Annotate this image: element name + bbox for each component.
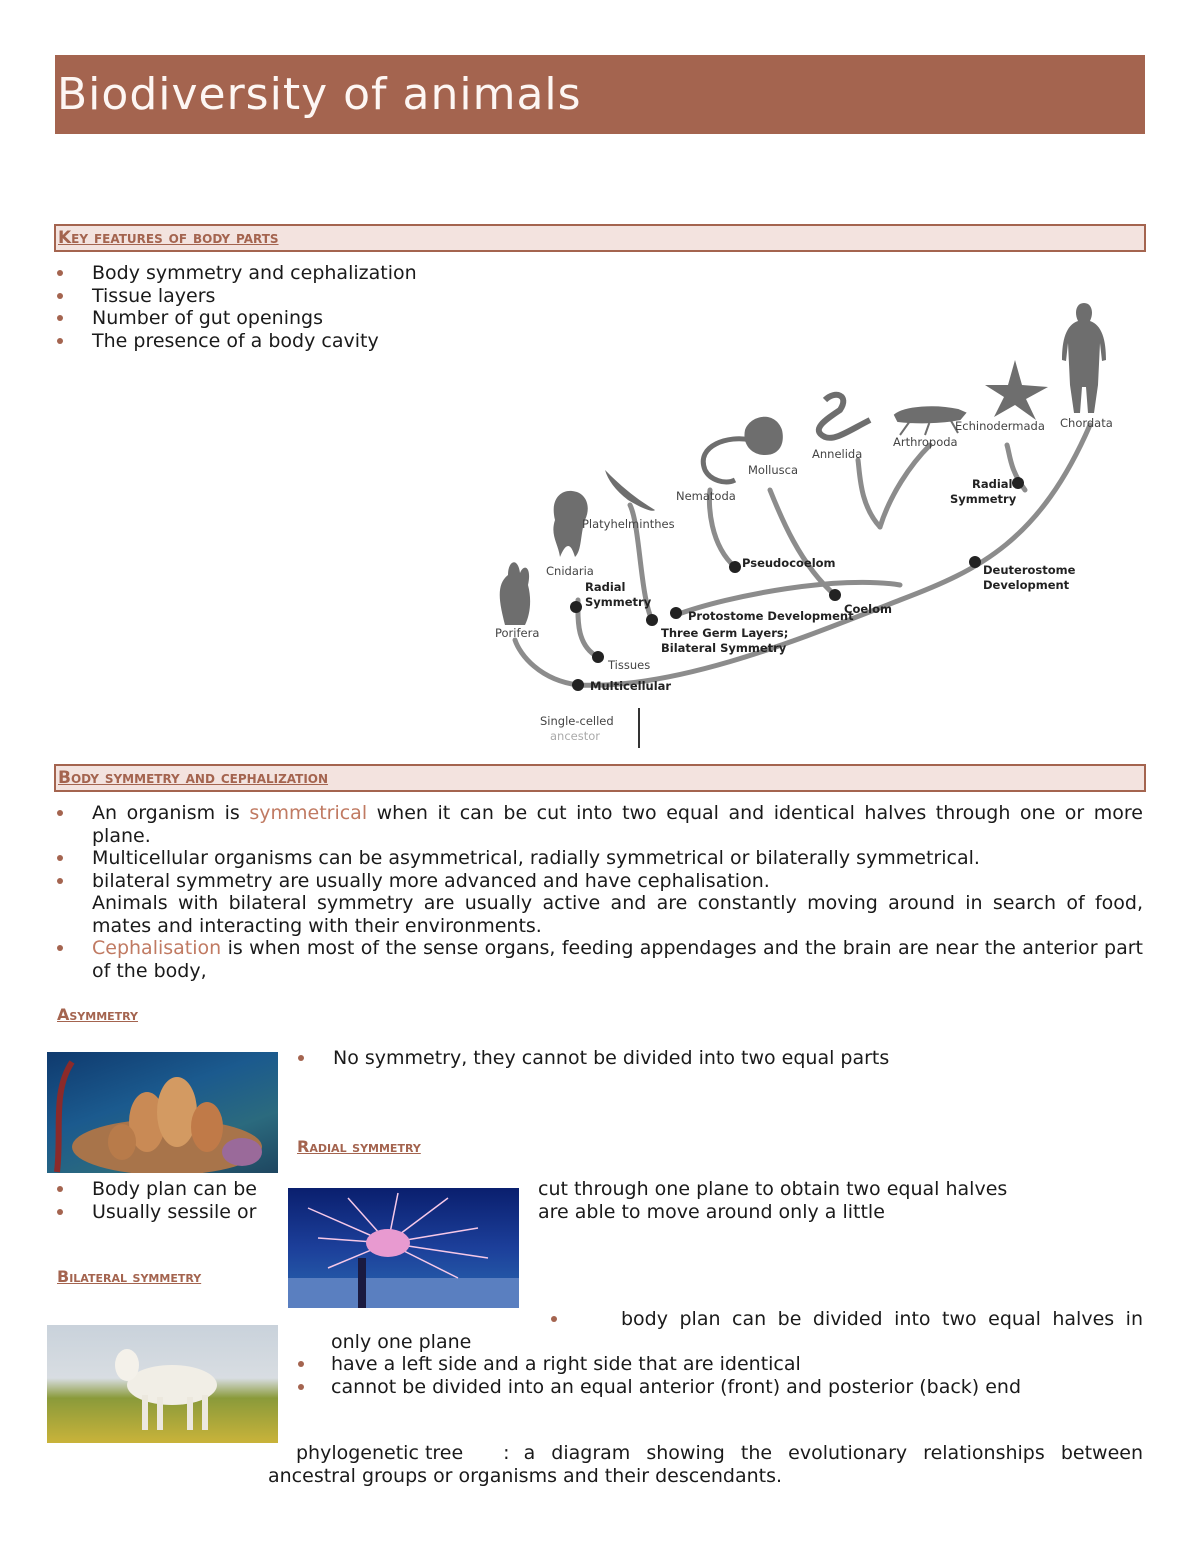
node-radial-2: Symmetry <box>585 595 652 609</box>
node-radial-echino-2: Symmetry <box>950 492 1017 506</box>
phylogenetic-definition: phylogenetic tree : a diagram showing the evolutionary relationships between ancestral groups or organisms and their descendants. <box>268 1442 1143 1487</box>
list-item: No symmetry, they cannot be divided into two equal parts <box>296 1047 1136 1070</box>
bilateral-bullet-2: have a left side and a right side that are identical <box>331 1353 1143 1376</box>
bullet-icon <box>298 1361 304 1367</box>
node-pseudocoelom: Pseudocoelom <box>742 556 836 570</box>
nematode-icon <box>703 439 750 482</box>
key-features-heading: Key features of body parts <box>54 224 1146 252</box>
list-item: The presence of a body cavity <box>55 330 555 353</box>
term-cephalisation: Cephalisation <box>92 937 222 959</box>
page-title: Biodiversity of animals <box>55 55 1145 134</box>
sponge-photo-art <box>47 1052 278 1173</box>
radial-list-left <box>55 1178 271 1223</box>
bullet-icon <box>551 1316 557 1322</box>
definition-term: phylogenetic tree <box>296 1442 464 1464</box>
list-item: bilateral symmetry are usually more advanced and have cephalisation. Animals with bilateral symmetry are usually active and are constantly moving around in search of food, mates and interacting with their environments. <box>55 870 1143 938</box>
bullet-icon <box>57 1209 63 1215</box>
node-three-germ-1: Three Germ Layers; <box>661 626 789 640</box>
human-icon <box>1062 303 1106 413</box>
anemone-photo-art <box>288 1188 519 1308</box>
bullet-icon <box>298 1384 304 1390</box>
bullet-icon <box>57 855 63 861</box>
term-symmetrical: symmetrical <box>249 802 368 824</box>
bullet-icon <box>57 315 63 321</box>
annelid-icon <box>819 395 870 438</box>
bullet-icon <box>57 878 63 884</box>
phylum-chordata: Chordata <box>1060 416 1113 430</box>
phylum-platyhelminthes: Platyhelminthes <box>582 517 675 531</box>
bullet-icon <box>57 945 63 951</box>
mollusc-icon <box>744 417 782 455</box>
bilateral-heading: Bilateral symmetry <box>57 1267 202 1286</box>
list-item: Body symmetry and cephalization <box>55 262 555 285</box>
phylogenetic-tree-diagram <box>480 295 1160 755</box>
list-item: Cephalisation is when most of the sense organs, feeding appendages and the brain are near the anterior part of the body, <box>55 937 1143 982</box>
bullet-icon <box>57 810 63 816</box>
node-single-celled: Single-celled <box>540 714 614 728</box>
node-multicellular: Multicellular <box>590 679 672 693</box>
list-item: Number of gut openings <box>55 307 555 330</box>
bilateral-bullet-1: body plan can be divided into two equal halves in <box>331 1308 1143 1331</box>
asymmetry-heading: Asymmetry <box>57 1005 139 1024</box>
bilateral-text: body plan can be divided into two equal halves in only one plane have a left side and a right side that are identical cannot be divided into an equal anterior (front) and posterior (back) end <box>331 1308 1143 1398</box>
asymmetry-list <box>296 1047 1136 1070</box>
starfish-icon <box>985 360 1048 420</box>
node-radial-echino-1: Radial <box>972 477 1013 491</box>
node-three-germ-2: Bilateral Symmetry <box>661 641 787 655</box>
bullet-icon <box>57 1186 63 1192</box>
list-item: Tissue layers <box>55 285 555 308</box>
node-radial-1: Radial <box>585 580 626 594</box>
radial-text-right: cut through one plane to obtain two equal halves are able to move around only a little <box>538 1178 1008 1223</box>
node-tissues: Tissues <box>608 658 651 672</box>
list-item: Multicellular organisms can be asymmetrical, radially symmetrical or bilaterally symmetrical. <box>55 847 1143 870</box>
goat-photo-art <box>47 1325 278 1443</box>
bullet-icon <box>298 1055 304 1061</box>
phylum-arthropoda: Arthropoda <box>893 435 958 449</box>
body-symmetry-list <box>55 802 1143 982</box>
node-deuterostome-1: Deuterostome <box>983 563 1076 577</box>
list-item: An organism is symmetrical when it can be cut into two equal and identical halves through one or more plane. <box>55 802 1143 847</box>
body-symmetry-heading: Body symmetry and cephalization <box>54 764 1146 792</box>
goat-photo <box>47 1325 278 1443</box>
node-ancestor: ancestor <box>550 729 600 743</box>
node-deuterostome-2: Development <box>983 578 1070 592</box>
phylum-cnidaria: Cnidaria <box>546 564 594 578</box>
bilateral-bullet-3: cannot be divided into an equal anterior (front) and posterior (back) end <box>331 1376 1143 1399</box>
sponge-icon <box>500 562 530 625</box>
bullet-icon <box>57 338 63 344</box>
sponge-photo <box>47 1052 278 1173</box>
phylum-nematoda: Nematoda <box>676 489 736 503</box>
phylum-porifera: Porifera <box>495 626 540 640</box>
anemone-photo <box>288 1188 519 1308</box>
list-item: Body plan can be <box>55 1178 271 1201</box>
list-item: Usually sessile or <box>55 1201 271 1224</box>
phylum-echinodermada: Echinodermada <box>955 419 1045 433</box>
phylum-mollusca: Mollusca <box>748 463 798 477</box>
bullet-icon <box>57 270 63 276</box>
bullet-icon <box>57 293 63 299</box>
node-coelom: Coelom <box>844 602 892 616</box>
radial-heading: Radial symmetry <box>297 1137 421 1156</box>
phylum-annelida: Annelida <box>812 447 863 461</box>
node-protostome: Protostome Development <box>688 609 854 623</box>
